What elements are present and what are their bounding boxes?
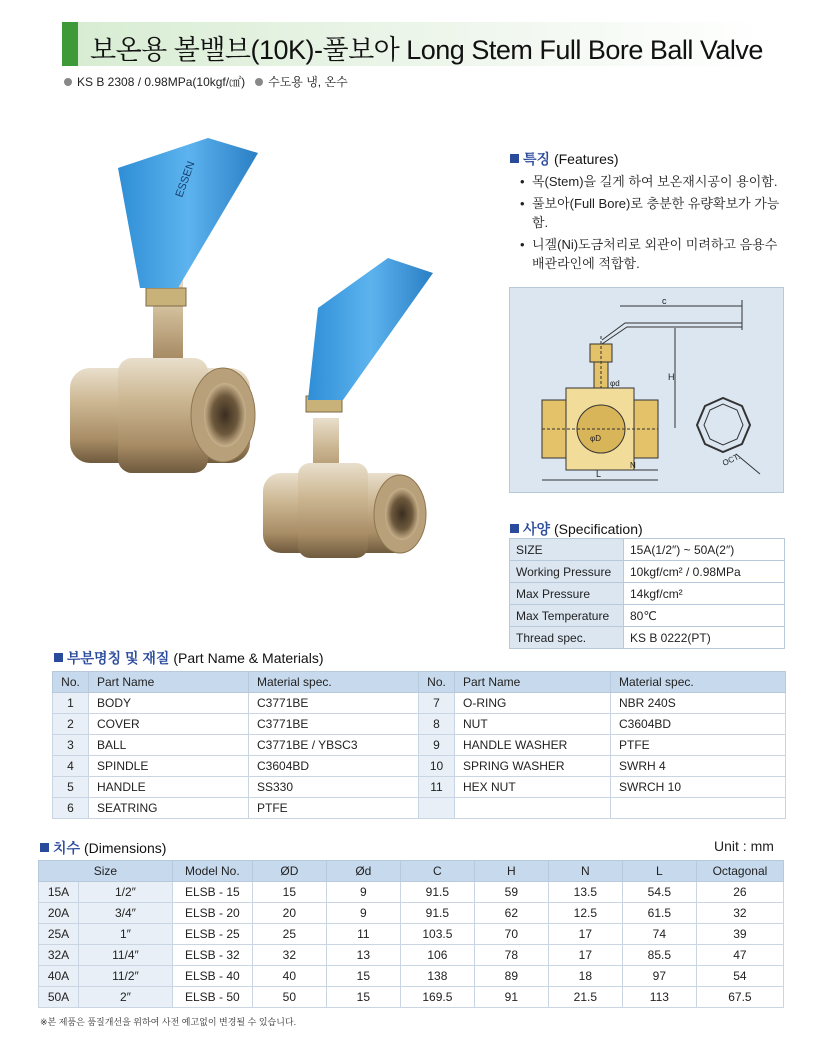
dim-d: 15 (326, 987, 400, 1008)
part-material-empty (611, 798, 786, 819)
section-square-icon (510, 524, 519, 533)
bullet-dot-icon (64, 78, 72, 86)
table-row (53, 798, 786, 819)
size-inch: 3/4″ (79, 903, 173, 924)
part-no: 4 (53, 756, 89, 777)
dim-label-l: L (596, 469, 602, 479)
large-valve (70, 138, 258, 473)
dim-label-d-big: φD (590, 434, 601, 443)
col-header: No. (419, 672, 455, 693)
dim-oct: 32 (696, 903, 783, 924)
col-header: Part Name (455, 672, 611, 693)
part-no: 6 (53, 798, 89, 819)
table-row (53, 693, 786, 714)
part-material: PTFE (611, 735, 786, 756)
spec-row (510, 539, 785, 561)
table-row (53, 714, 786, 735)
dim-N: 12.5 (548, 903, 622, 924)
part-name: BALL (89, 735, 249, 756)
model-no: ELSB - 40 (172, 966, 252, 987)
spec-title-kr: 사양 (523, 521, 551, 537)
dim-d: 15 (326, 966, 400, 987)
part-no: 2 (53, 714, 89, 735)
spec-value: 80℃ (624, 605, 785, 627)
diagram-drawing (510, 288, 785, 494)
col-header: H (474, 861, 548, 882)
section-square-icon (40, 843, 49, 852)
section-square-icon (510, 154, 519, 163)
part-material: C3604BD (611, 714, 786, 735)
dim-C: 91.5 (400, 882, 474, 903)
dim-N: 13.5 (548, 882, 622, 903)
spec-title-en: (Specification) (553, 521, 643, 537)
bullet-dot-icon (255, 78, 263, 86)
spec-row (510, 627, 785, 649)
size-a: 25A (39, 924, 79, 945)
table-row (53, 777, 786, 798)
features-heading (510, 149, 619, 169)
dim-C: 91.5 (400, 903, 474, 924)
part-no-empty (419, 798, 455, 819)
parts-header-row (53, 672, 786, 693)
spec-label: Max Pressure (510, 583, 624, 605)
dim-N: 17 (548, 924, 622, 945)
standard-text: KS B 2308 / 0.98MPa(10kgf/㎠) (77, 75, 246, 89)
dim-oct: 47 (696, 945, 783, 966)
dim-L: 54.5 (622, 882, 696, 903)
dim-L: 97 (622, 966, 696, 987)
feature-item: • 풀보아(Full Bore)로 충분한 유량확보가 가능함. (520, 194, 792, 232)
part-name: COVER (89, 714, 249, 735)
col-header: Material spec. (611, 672, 786, 693)
spec-label: Working Pressure (510, 561, 624, 583)
dim-H: 89 (474, 966, 548, 987)
model-no: ELSB - 32 (172, 945, 252, 966)
part-no: 9 (419, 735, 455, 756)
col-header: Ød (326, 861, 400, 882)
dim-H: 62 (474, 903, 548, 924)
parts-title-en: (Part Name & Materials) (173, 650, 324, 666)
size-a: 20A (39, 903, 79, 924)
small-valve (263, 258, 433, 558)
col-header: Part Name (89, 672, 249, 693)
dimension-diagram (509, 287, 784, 493)
dim-d: 9 (326, 882, 400, 903)
dim-D: 32 (252, 945, 326, 966)
feature-item: • 니겔(Ni)도금처리로 외관이 미려하고 음용수 배관라인에 적합함. (520, 235, 792, 273)
dimensions-table (38, 860, 784, 1008)
table-row (39, 903, 784, 924)
dims-heading (40, 838, 166, 858)
dim-H: 91 (474, 987, 548, 1008)
table-row (53, 756, 786, 777)
dim-oct: 54 (696, 966, 783, 987)
dim-d: 11 (326, 924, 400, 945)
col-header: Model No. (172, 861, 252, 882)
size-inch: 11/2″ (79, 966, 173, 987)
spec-label: Max Temperature (510, 605, 624, 627)
spec-row (510, 561, 785, 583)
size-inch: 1/2″ (79, 882, 173, 903)
part-material: C3771BE (249, 714, 419, 735)
model-no: ELSB - 15 (172, 882, 252, 903)
features-list (520, 172, 792, 276)
dim-N: 21.5 (548, 987, 622, 1008)
size-a: 32A (39, 945, 79, 966)
features-title-en: (Features) (553, 151, 619, 167)
dim-H: 70 (474, 924, 548, 945)
col-header: Octagonal (696, 861, 783, 882)
size-a: 50A (39, 987, 79, 1008)
dim-C: 138 (400, 966, 474, 987)
dim-C: 106 (400, 945, 474, 966)
section-square-icon (54, 653, 63, 662)
part-material: SWRH 4 (611, 756, 786, 777)
size-inch: 1″ (79, 924, 173, 945)
product-photo (58, 138, 458, 568)
col-header: N (548, 861, 622, 882)
part-name: SPRING WASHER (455, 756, 611, 777)
model-no: ELSB - 25 (172, 924, 252, 945)
part-name: O-RING (455, 693, 611, 714)
dim-D: 20 (252, 903, 326, 924)
unit-label: Unit : mm (714, 838, 774, 854)
dim-d: 13 (326, 945, 400, 966)
dim-label-c: c (662, 296, 667, 306)
dim-L: 74 (622, 924, 696, 945)
dim-D: 50 (252, 987, 326, 1008)
part-no: 5 (53, 777, 89, 798)
table-row (53, 735, 786, 756)
dims-title-en: (Dimensions) (83, 840, 167, 856)
part-name: NUT (455, 714, 611, 735)
feature-item: • 목(Stem)을 길게 하여 보온재시공이 용이함. (520, 172, 792, 191)
part-no: 11 (419, 777, 455, 798)
part-no: 1 (53, 693, 89, 714)
dim-label-d-small: φd (610, 379, 620, 388)
dim-label-h: H (668, 372, 675, 382)
part-name: HANDLE (89, 777, 249, 798)
table-row (39, 945, 784, 966)
dim-oct: 26 (696, 882, 783, 903)
size-a: 15A (39, 882, 79, 903)
usage-text: 수도용 냉, 온수 (268, 75, 348, 89)
table-row (39, 966, 784, 987)
dim-L: 61.5 (622, 903, 696, 924)
dim-L: 113 (622, 987, 696, 1008)
part-material: SWRCH 10 (611, 777, 786, 798)
part-material: SS330 (249, 777, 419, 798)
part-material: C3771BE (249, 693, 419, 714)
dim-N: 18 (548, 966, 622, 987)
dim-d: 9 (326, 903, 400, 924)
size-a: 40A (39, 966, 79, 987)
spec-value: 14kgf/cm² (624, 583, 785, 605)
parts-title-kr: 부분명칭 및 재질 (67, 650, 170, 666)
dim-C: 169.5 (400, 987, 474, 1008)
dim-oct: 67.5 (696, 987, 783, 1008)
footnote: ※본 제품은 품질개선을 위하여 사전 예고없이 변경될 수 있습니다. (40, 1017, 297, 1027)
part-name: HEX NUT (455, 777, 611, 798)
title-accent-bar (62, 22, 78, 66)
features-title-kr: 특징 (523, 151, 551, 167)
page-title: 보온용 볼밸브(10K)-풀보아 Long Stem Full Bore Ball Valve (90, 35, 763, 65)
part-no: 3 (53, 735, 89, 756)
spec-value: 10kgf/cm² / 0.98MPa (624, 561, 785, 583)
part-name: HANDLE WASHER (455, 735, 611, 756)
part-material: NBR 240S (611, 693, 786, 714)
parts-table (52, 671, 786, 819)
dim-H: 59 (474, 882, 548, 903)
dim-D: 25 (252, 924, 326, 945)
dims-title-kr: 치수 (53, 840, 81, 856)
handle-brand-text: ESSEN (173, 159, 198, 200)
dim-label-oct: OCT. (721, 451, 742, 468)
spec-row (510, 605, 785, 627)
part-material: C3604BD (249, 756, 419, 777)
spec-label: Thread spec. (510, 627, 624, 649)
dim-D: 40 (252, 966, 326, 987)
dim-D: 15 (252, 882, 326, 903)
part-no: 7 (419, 693, 455, 714)
size-inch: 2″ (79, 987, 173, 1008)
part-material: PTFE (249, 798, 419, 819)
part-name: BODY (89, 693, 249, 714)
spec-heading (510, 519, 643, 539)
table-row (39, 924, 784, 945)
part-material: C3771BE / YBSC3 (249, 735, 419, 756)
dims-header-row (39, 861, 784, 882)
part-name: SPINDLE (89, 756, 249, 777)
spec-label: SIZE (510, 539, 624, 561)
table-row (39, 882, 784, 903)
model-no: ELSB - 20 (172, 903, 252, 924)
part-no: 10 (419, 756, 455, 777)
table-row (39, 987, 784, 1008)
dim-L: 85.5 (622, 945, 696, 966)
col-header: L (622, 861, 696, 882)
part-no: 8 (419, 714, 455, 735)
size-inch: 11/4″ (79, 945, 173, 966)
dim-H: 78 (474, 945, 548, 966)
dim-oct: 39 (696, 924, 783, 945)
spec-value: 15A(1/2″) ~ 50A(2″) (624, 539, 785, 561)
title-banner (62, 22, 762, 66)
model-no: ELSB - 50 (172, 987, 252, 1008)
dim-N: 17 (548, 945, 622, 966)
dim-label-n: N (630, 461, 636, 470)
dim-C: 103.5 (400, 924, 474, 945)
spec-table (509, 538, 785, 649)
part-name: SEATRING (89, 798, 249, 819)
col-header: ØD (252, 861, 326, 882)
col-header: Material spec. (249, 672, 419, 693)
spec-row (510, 583, 785, 605)
part-name-empty (455, 798, 611, 819)
spec-value: KS B 0222(PT) (624, 627, 785, 649)
col-header: Size (39, 861, 173, 882)
col-header: No. (53, 672, 89, 693)
subtitle-line (64, 73, 348, 90)
parts-heading (54, 648, 324, 668)
col-header: C (400, 861, 474, 882)
